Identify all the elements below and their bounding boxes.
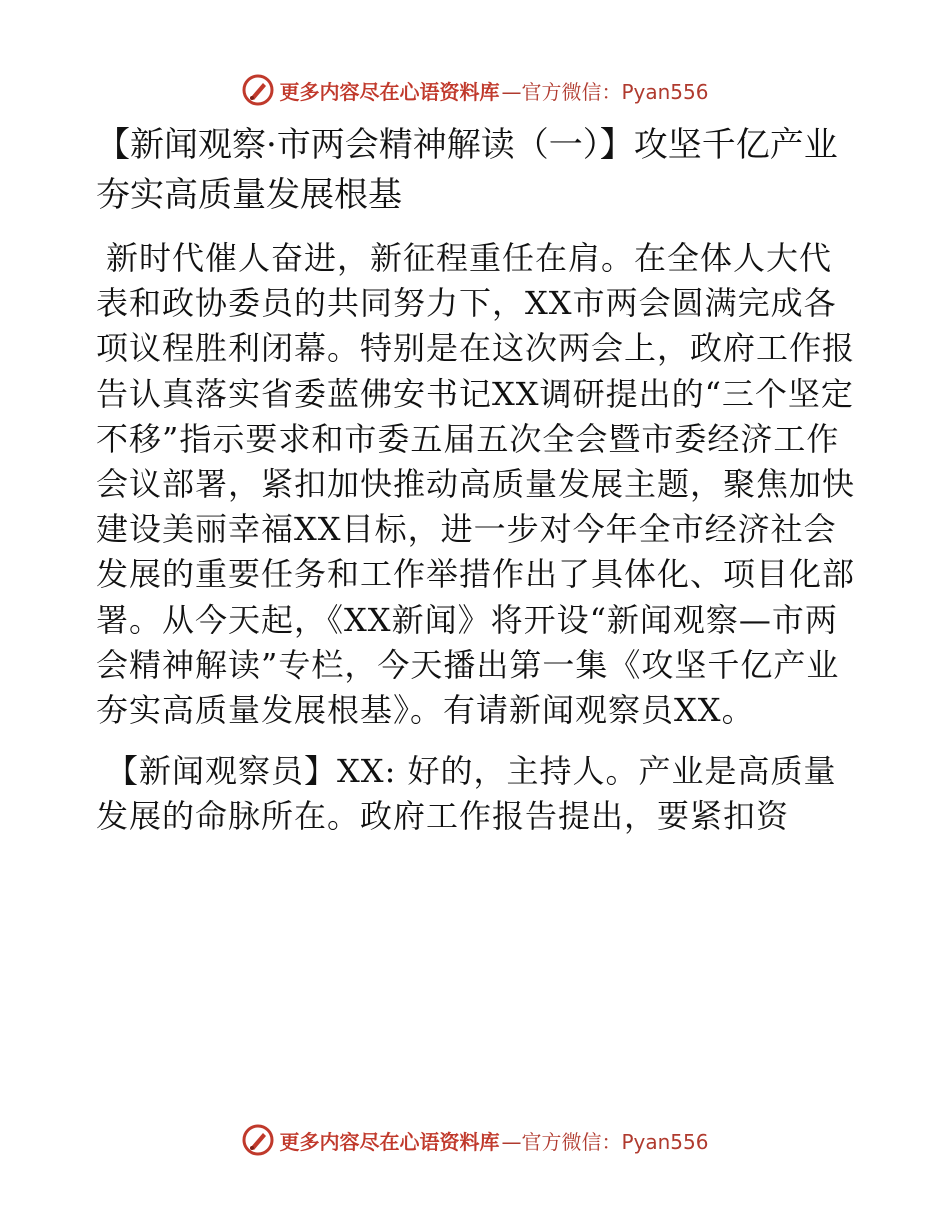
footer-watermark bbox=[0, 1120, 950, 1160]
article-paragraph: 新时代催人奋进，新征程重任在肩。在全体人大代表和政协委员的共同努力下，XX市两会圆满完成各项议程胜利闭幕。特别是在这次两会上，政府工作报告认真落实省委蓝佛安书记XX调研提出的“三个坚定不移”指示要求和市委五届五次全会暨市委经济工作会议部署，紧扣加快推动高质量发展主题，聚焦加快建设美丽幸福XX目标，进一步对今年全市经济社会发展的重要任务和工作举措作出了具体化、项目化部署。从今天起，《XX新闻》将开设“新闻观察—市两会精神解读”专栏，今天播出第一集《攻坚千亿产业 夯实高质量发展根基》。有请新闻观察员XX。 bbox=[96, 239, 856, 730]
watermark-text: 更多内容尽在心语资料库 bbox=[279, 1129, 500, 1154]
header-watermark bbox=[0, 70, 950, 110]
article-paragraph: 【新闻观察员】XX: 好的，主持人。产业是高质量发展的命脉所在。政府工作报告提出，要紧扣资 bbox=[96, 752, 837, 836]
pen-logo-icon bbox=[241, 1123, 275, 1157]
article-body bbox=[96, 120, 856, 856]
article-title: 【新闻观察·市两会精神解读（一）】攻坚千亿产业 夯实高质量发展根基 bbox=[96, 125, 838, 215]
watermark-contact: —官方微信：Pyan556 bbox=[501, 1129, 709, 1154]
pen-logo-icon bbox=[241, 73, 275, 107]
watermark-text: 更多内容尽在心语资料库 bbox=[279, 79, 500, 104]
watermark-contact: —官方微信：Pyan556 bbox=[501, 79, 709, 104]
